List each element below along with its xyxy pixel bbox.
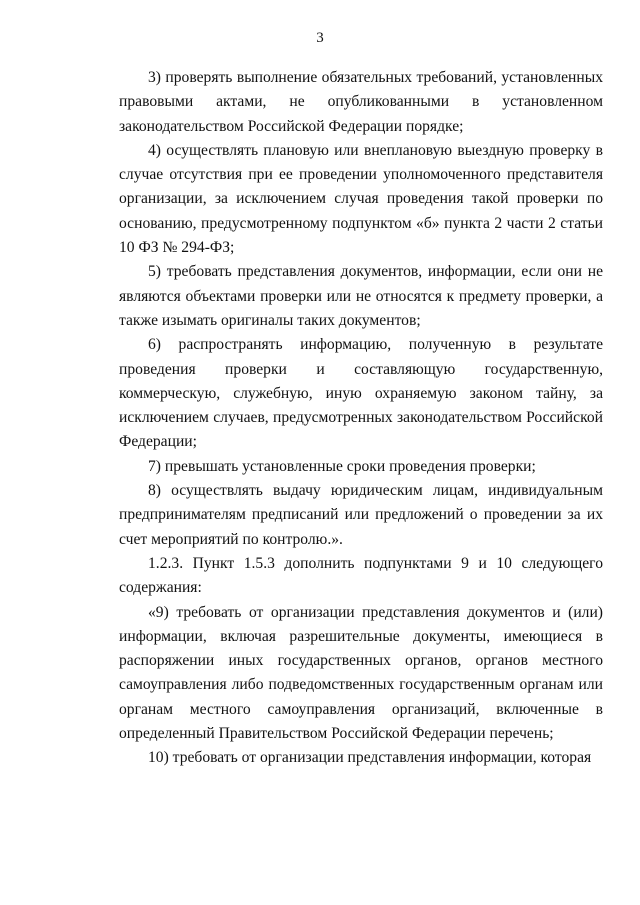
paragraph-amendment-1-2-3: 1.2.3. Пункт 1.5.3 дополнить подпунктами 9 и 10 следующего содержания: <box>119 554 603 597</box>
paragraph-item-6: 6) распространять информацию, полученную в результате проведения проверки и составляющую государственную, коммерческую, служебную, иную охраняемую законом тайну, за исключением случаев, предусмотренных законодательством Российской Федерации; <box>119 336 603 451</box>
paragraph-item-8: 8) осуществлять выдачу юридическим лицам, индивидуальным предпринимателям предписаний или предложений о проведении за их счет мероприятий по контролю.». <box>119 482 603 548</box>
document-body <box>119 66 603 771</box>
paragraph-item-9: «9) требовать от организации представления документов и (или) информации, включая разрешительные документы, имеющиеся в распоряжении иных государственных органов, органов местного самоуправления либо подведомственных государственным органам или органам местного самоуправления организаций, включенные в определенный Правительством Российской Федерации перечень; <box>119 603 603 743</box>
paragraph-item-4: 4) осуществлять плановую или внеплановую выездную проверку в случае отсутствия при ее проведении уполномоченного представителя организации, за исключением случая проведения такой проверки по основанию, предусмотренному подпунктом «б» пункта 2 части 2 статьи 10 ФЗ № 294-ФЗ; <box>119 141 603 257</box>
paragraph-item-3: 3) проверять выполнение обязательных требований, установленных правовыми актами, не опубликованными в установленном законодательством Российской Федерации порядке; <box>119 69 603 135</box>
paragraph-item-5: 5) требовать представления документов, информации, если они не являются объектами проверки или не относятся к предмету проверки, а также изымать оригиналы таких документов; <box>119 263 603 329</box>
paragraph-item-10: 10) требовать от организации представления информации, которая <box>148 749 592 767</box>
page-number: 3 <box>316 30 324 46</box>
paragraph-item-7: 7) превышать установленные сроки проведения проверки; <box>148 457 536 475</box>
